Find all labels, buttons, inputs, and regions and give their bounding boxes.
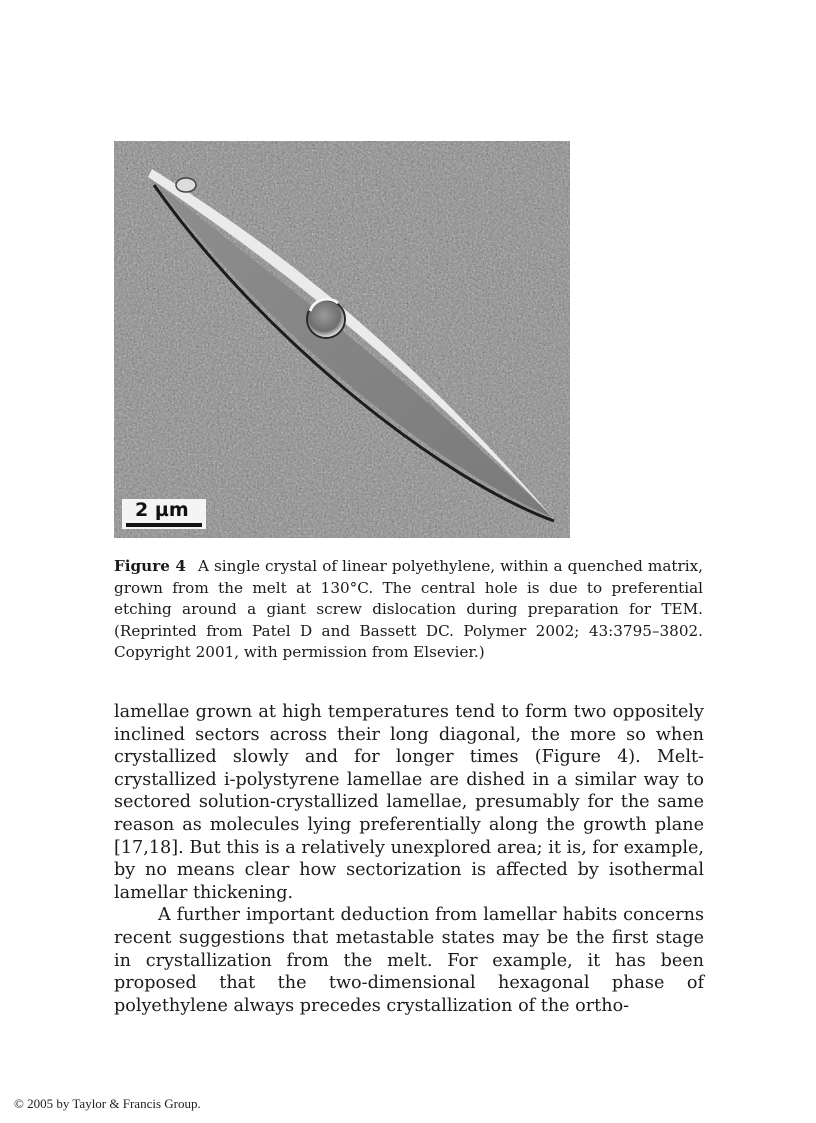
figure-caption <box>114 556 703 664</box>
micrograph-figure <box>114 141 570 538</box>
micrograph-image <box>114 141 570 538</box>
scale-bar-label: 2 µm <box>135 499 189 521</box>
body-text <box>114 701 704 1017</box>
small-surface-pit <box>176 178 196 192</box>
body-paragraph-1: lamellae grown at high temperatures tend to form two oppositely inclined sectors across their long diagonal, the more so when crystallized slowly and for longer times (Figure 4). Melt-crystallized i-polystyrene lamellae are dished in a similar way to sectored solution-crystallized lamellae, presumably for the same reason as molecules lying preferentially along the growth plane [17,18]. But this is a relatively unexplored area; it is, for example, by no means clear how sectorization is affected by isothermal lamellar thickening. <box>114 702 704 903</box>
figure-caption-text: A single crystal of linear polyethylene, within a quenched matrix, grown from the melt at 130°C. The central hole is due to preferential etching around a giant screw dislocation during preparation for TEM. (Reprinted from Patel D and Bassett DC. Polymer 2002; 43:3795–3802. Copyright 2001, with permission from Elsevier.) <box>114 557 704 662</box>
copyright-footer: © 2005 by Taylor & Francis Group. <box>14 1096 201 1111</box>
figure-label: Figure 4 <box>114 557 186 575</box>
scale-bar-line <box>126 523 202 527</box>
body-paragraph-2: A further important deduction from lamellar habits concerns recent suggestions that metastable states may be the first stage in crystallization from the melt. For example, it has been proposed that the two-dimensional hexagonal phase of polyethylene always precedes crystallization of the ortho- <box>114 905 704 1016</box>
scale-bar <box>122 499 206 529</box>
